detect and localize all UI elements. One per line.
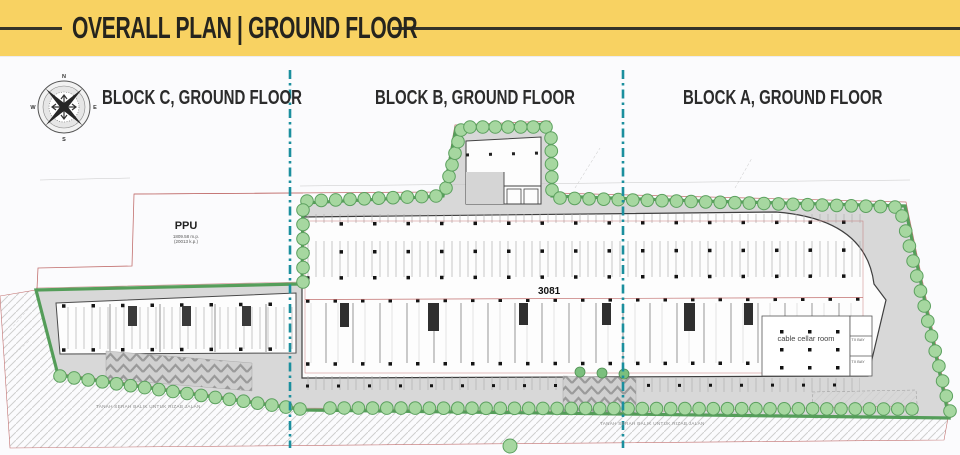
block-a-label [683,87,949,110]
tx-bay-label-1: TX BAY [851,338,865,342]
compass-s: S [62,137,66,143]
block-b-label [375,87,642,110]
block-a-label-text: BLOCK A, GROUND FLOOR [683,87,883,109]
lot-number: 3081 [538,286,561,297]
page-title: OVERALL PLAN | GROUND FLOOR [72,10,418,45]
compass-e: E [93,105,97,111]
substation-building [466,137,541,204]
ppu-area-metric: 1809.58 m.p. [172,233,200,239]
block-c-label [102,87,369,110]
header-banner [0,0,960,57]
tx-bay-label-2: TX BAY [851,360,865,364]
page-title-box [72,10,418,46]
main-building [302,212,886,378]
compass-n: N [62,74,66,80]
block-c-building [56,293,296,354]
road-reserve-note-left: TANAH SERAH BALIK UNTUK RIZAB JALAN [96,404,201,409]
block-c-label-text: BLOCK C, GROUND FLOOR [102,87,302,109]
block-b-label-text: BLOCK B, GROUND FLOOR [375,87,575,109]
cable-cellar-room-label: cable cellar room [777,334,835,343]
header-rule-right [392,27,960,30]
ppu-label-group [150,220,222,245]
ppu-area-imperial: (20013 k.p.) [173,239,198,245]
road-reserve-note-right: TANAH SERAH BALIK UNTUK RIZAB JALAN [600,421,705,426]
compass-icon [30,74,97,143]
header-rule-left [0,27,62,30]
ppu-title: PPU [174,220,198,232]
compass-w: W [30,105,36,111]
